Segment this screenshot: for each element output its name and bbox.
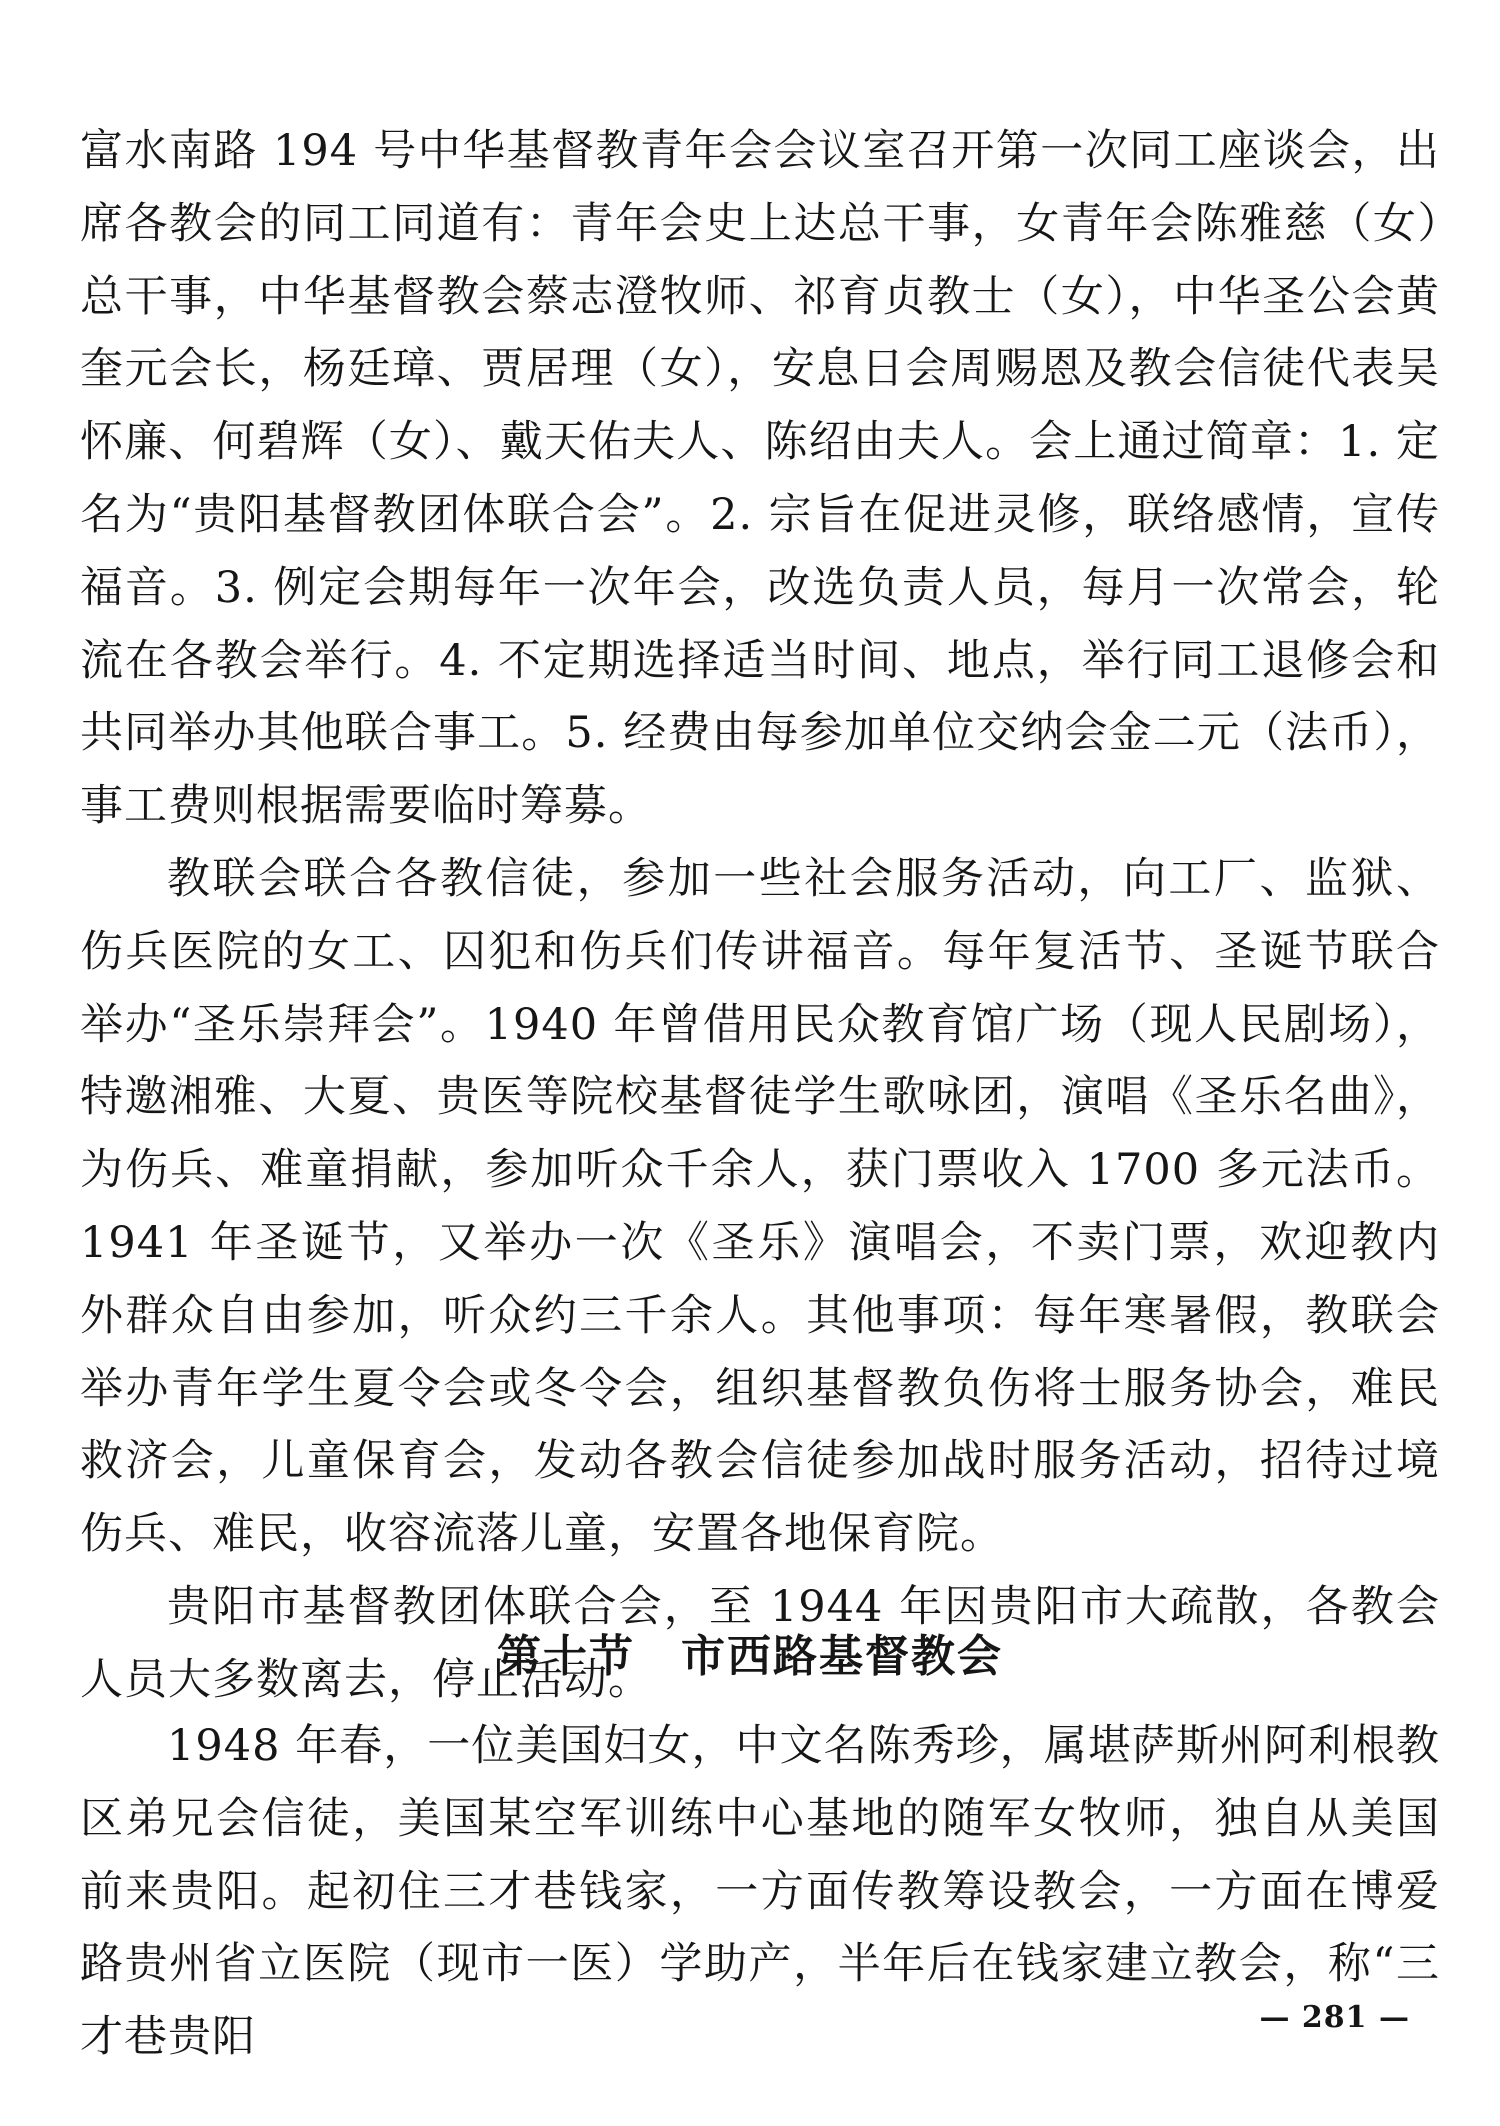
page-number: — 281 — (1259, 2000, 1410, 2035)
body-text-section (80, 1710, 1440, 2074)
paragraph-social-service: 教联会联合各教信徒，参加一些社会服务活动，向工厂、监狱、伤兵医院的女工、囚犯和伤兵们传讲福音。每年复活节、圣诞节联合举办“圣乐崇拜会”。1940 年曾借用民众教育馆广场（现人民剧场），特邀湘雅、大夏、贵医等院校基督徒学生歌咏团，演唱《圣乐名曲》，为伤兵、难童捐献，参加听众千余人，获门票收入 1700 多元法币。1941 年圣诞节，又举办一次《圣乐》演唱会，不卖门票，欢迎教内外群众自由参加，听众约三千余人。其他事项：每年寒暑假，教联会举办青年学生夏令会或冬令会，组织基督教负伤将士服务协会，难民救济会，儿童保育会，发动各教会信徒参加战时服务活动，招待过境伤兵、难民，收容流落儿童，安置各地保育院。 (80, 853, 1440, 1560)
paragraph-shixilu-church: 1948 年春，一位美国妇女，中文名陈秀珍，属堪萨斯州阿利根教区弟兄会信徒，美国某空军训练中心基地的随军女牧师，独自从美国前来贵阳。起初住三才巷钱家，一方面传教筹设教会，一方面在博爱路贵州省立医院（现市一医）学助产，半年后在钱家建立教会，称“三才巷贵阳 (80, 1721, 1440, 2063)
body-text-top (80, 115, 1440, 1717)
paragraph-founding-meeting: 富水南路 194 号中华基督教青年会会议室召开第一次同工座谈会，出席各教会的同工同道有：青年会史上达总干事，女青年会陈雅慈（女）总干事，中华基督教会蔡志澄牧师、祁育贞教士（女），中华圣公会黄奎元会长，杨廷璋、贾居理（女），安息日会周赐恩及教会信徒代表吴怀廉、何碧辉（女）、戴天佑夫人、陈绍由夫人。会上通过简章：1. 定名为“贵阳基督教团体联合会”。2. 宗旨在促进灵修，联络感情，宣传福音。3. 例定会期每年一次年会，改选负责人员，每月一次常会，轮流在各教会举行。4. 不定期选择适当时间、地点，举行同工退修会和共同举办其他联合事工。5. 经费由每参加单位交纳会金二元（法币），事工费则根据需要临时筹募。 (80, 126, 1440, 832)
section-heading: 第十节 市西路基督教会 (497, 1631, 1003, 1682)
paragraph-dissolution: 贵阳市基督教团体联合会，至 1944 年因贵阳市大疏散，各教会人员大多数离去，停止活动。 (80, 1581, 1440, 1705)
